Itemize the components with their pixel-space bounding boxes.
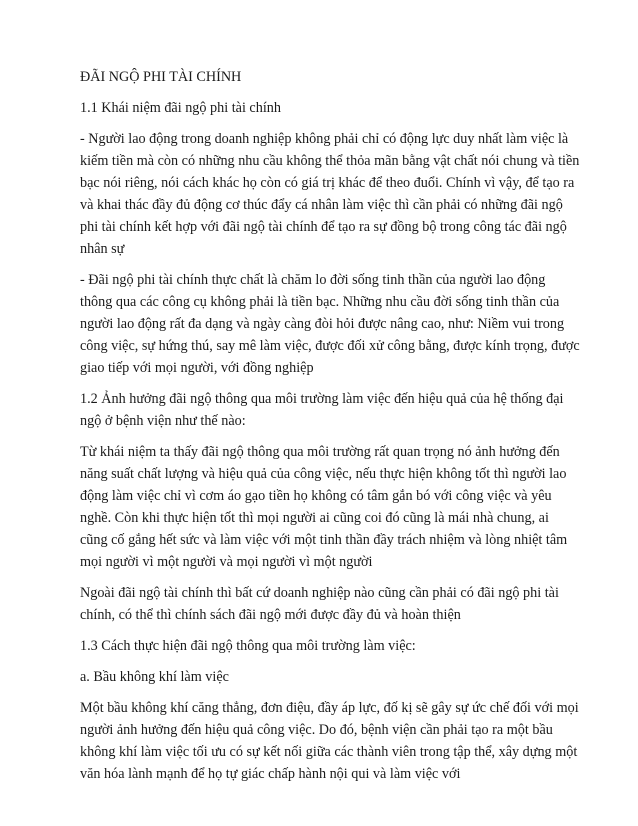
section-heading-1-1: 1.1 Khái niệm đãi ngộ phi tài chính [80, 100, 281, 116]
paragraph-motivation: - Người lao động trong doanh nghiệp không phải chỉ có động lực duy nhất làm việc là kiếm tiền mà còn có những nhu cầu không thể thỏa mãn bằng vật chất nói chung và tiền bạc nói riêng, nói cách khác họ còn có giá trị khác để theo đuổi. Chính vì vậy, để tạo ra và khai thác đầy đủ động cơ thúc đẩy cá nhân làm việc thì cần phải có những đãi ngộ phi tài chính kết hợp với đãi ngộ tài chính để tạo ra sự đồng bộ trong công tác đãi ngộ nhân sự [80, 131, 580, 257]
document-title: ĐÃI NGỘ PHI TÀI CHÍNH [80, 69, 242, 85]
paragraph-atmosphere: Một bầu không khí căng thẳng, đơn điệu, đầy áp lực, đố kị sẽ gây sự ức chế đối với mọi người ảnh hưởng đến hiệu quả công việc. Do đó, bệnh viện cần phải tạo ra một bầu không khí làm việc tối ưu có sự kết nối giữa các thành viên trong tập thể, xây dựng một văn hóa lành mạnh để họ tự giác chấp hành nội qui và làm việc với [80, 700, 579, 782]
document-page [80, 66, 580, 794]
paragraph-impact: Từ khái niệm ta thấy đãi ngộ thông qua môi trường rất quan trọng nó ảnh hưởng đến năng suất chất lượng và hiệu quả của công việc, nếu thực hiện không tốt thì người lao động làm việc chỉ vì cơm áo gạo tiền họ không có tâm gắn bó với công việc và yêu nghề. Còn khi thực hiện tốt thì mọi người ai cũng coi đó cũng là mái nhà chung, ai cũng cố gắng hết sức và làm việc với một tinh thần đầy trách nhiệm và lòng nhiệt tâm mọi người vì một người và mọi người vì một người [80, 444, 568, 570]
subheading-atmosphere: a. Bầu không khí làm việc [80, 669, 229, 685]
paragraph-definition: - Đãi ngộ phi tài chính thực chất là chăm lo đời sống tinh thần của người lao động thông qua các công cụ không phải là tiền bạc. Những nhu cầu đời sống tinh thần của người lao động rất đa dạng và ngày càng đòi hỏi được nâng cao, như: Niềm vui trong công việc, sự hứng thú, say mê làm việc, được đối xử công bằng, được kính trọng, được giao tiếp với mọi người, với đồng nghiệp [80, 272, 580, 376]
section-heading-1-3: 1.3 Cách thực hiện đãi ngộ thông qua môi trường làm việc: [80, 638, 416, 654]
paragraph-policy: Ngoài đãi ngộ tài chính thì bất cứ doanh nghiệp nào cũng cần phải có đãi ngộ phi tài chính, có thể thì chính sách đãi ngộ mới được đầy đủ và hoàn thiện [80, 585, 559, 623]
section-heading-1-2: 1.2 Ảnh hưởng đãi ngộ thông qua môi trường làm việc đến hiệu quả của hệ thống đại ngộ ở bệnh viện như thế nào: [80, 391, 564, 429]
